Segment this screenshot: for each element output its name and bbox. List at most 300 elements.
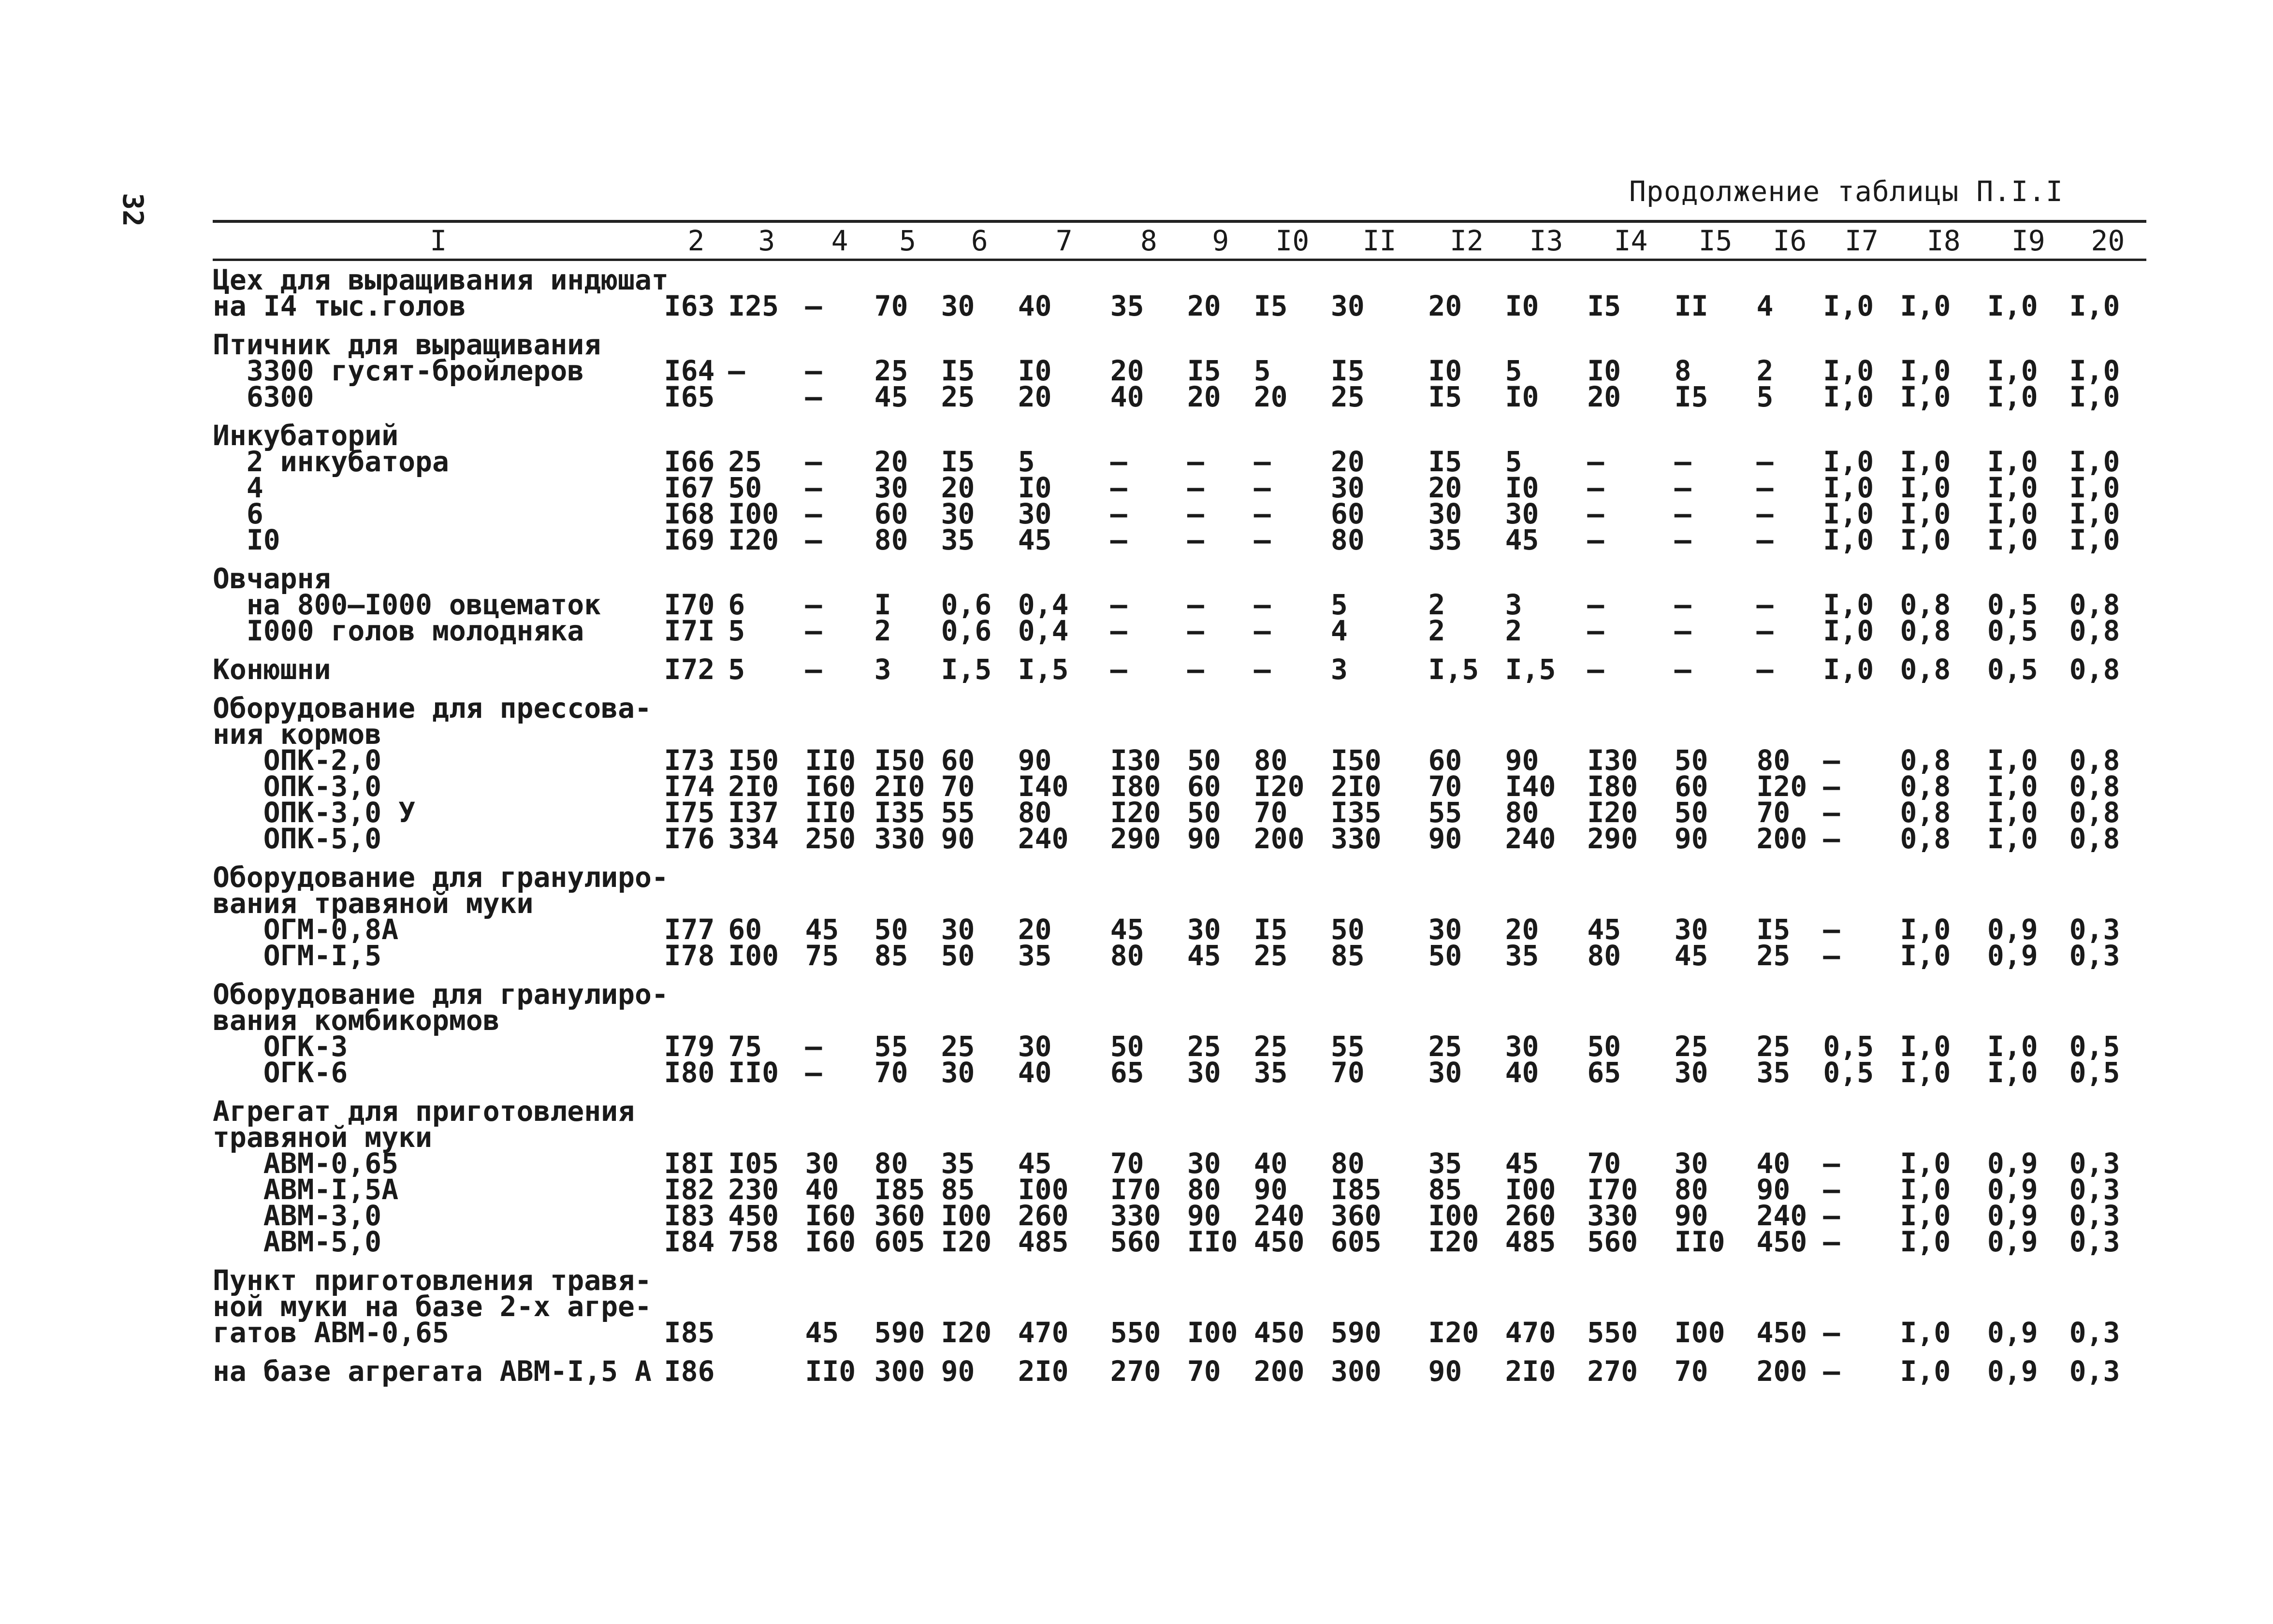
value-cell (941, 1255, 1018, 1349)
value: – (805, 1056, 822, 1089)
value-cell (2069, 410, 2146, 556)
value: 2 (1428, 614, 1445, 647)
value-cell (1253, 644, 1331, 686)
value: 450 (1756, 1316, 1807, 1349)
value: 80 (1505, 796, 1539, 829)
row-label (213, 410, 664, 556)
value-cell (941, 644, 1018, 686)
row-label-line: Пункт приготовления травя- (213, 1264, 652, 1297)
value: 70 (1110, 1147, 1144, 1180)
value: 90 (1674, 1199, 1708, 1232)
value: – (1823, 1225, 1840, 1258)
value: I00 (1505, 1173, 1556, 1206)
value-cell (1900, 553, 1987, 647)
value-cell (1253, 969, 1331, 1089)
value: I,0 (1900, 1199, 1951, 1232)
value: 30 (1505, 497, 1539, 530)
value-cell (728, 1086, 805, 1258)
value: 90 (1187, 822, 1221, 855)
value: 40 (805, 1173, 839, 1206)
value: 0,8 (2069, 588, 2120, 621)
value: I00 (728, 939, 779, 972)
value: I7I (664, 614, 715, 647)
value-cell (664, 1346, 729, 1388)
row-label-line: 4 (213, 471, 263, 504)
value: 55 (874, 1030, 908, 1063)
row-label-line: I000 голов молодняка (213, 614, 584, 647)
value-cell (664, 1086, 729, 1258)
value-cell (664, 852, 729, 972)
value-cell (1674, 553, 1757, 647)
value-cell (1987, 969, 2069, 1089)
row-label (213, 1255, 664, 1349)
row-label-line: ОГМ-I,5 (213, 939, 382, 972)
value: I,0 (1900, 1316, 1951, 1349)
row-label-line: Инкубаторий (213, 419, 399, 452)
value: 605 (1330, 1225, 1382, 1258)
value: 30 (1674, 1147, 1708, 1180)
value: I20 (1587, 796, 1638, 829)
value: I86 (664, 1355, 715, 1388)
value-cell (664, 319, 729, 413)
value: I05 (728, 1147, 779, 1180)
row-label-line: Оборудование для прессова- (213, 692, 652, 725)
value-cell (1330, 644, 1428, 686)
value: I66 (664, 445, 715, 478)
value: 2 (1428, 588, 1445, 621)
value-cell (1330, 553, 1428, 647)
value-cell (1587, 319, 1674, 413)
value: 55 (941, 796, 975, 829)
value-cell (941, 319, 1018, 413)
value-cell (1900, 1255, 1987, 1349)
value: I74 (664, 770, 715, 803)
value: 590 (1330, 1316, 1382, 1349)
column-header: I7 (1845, 224, 1879, 257)
value: I,0 (1823, 588, 1874, 621)
value: 270 (1110, 1355, 1161, 1388)
value: 40 (1253, 1147, 1288, 1180)
value-cell (1823, 553, 1900, 647)
value: I80 (664, 1056, 715, 1089)
value: 550 (1110, 1316, 1161, 1349)
value: 290 (1110, 822, 1161, 855)
value: – (1587, 471, 1604, 504)
row-label-line: вания травяной муки (213, 887, 534, 920)
value: I25 (728, 290, 779, 322)
value: I,0 (1900, 1030, 1951, 1063)
value: 0,3 (2069, 1355, 2120, 1388)
value: 90 (941, 822, 975, 855)
value-cell (941, 1346, 1018, 1388)
row-label-line: ния кормов (213, 718, 382, 751)
value: I,0 (1900, 1173, 1951, 1206)
row-label-line: ОГМ-0,8А (213, 913, 399, 946)
value-cell (1987, 257, 2069, 322)
value: 334 (728, 822, 779, 855)
value: 50 (1110, 1030, 1144, 1063)
value: 85 (874, 939, 908, 972)
value: I,0 (1900, 471, 1951, 504)
value: I80 (1587, 770, 1638, 803)
value: 290 (1587, 822, 1638, 855)
value: 0,5 (1823, 1030, 1874, 1063)
column-header: 20 (2091, 224, 2125, 257)
value-cell (2069, 319, 2146, 413)
value-cell (1018, 969, 1110, 1089)
value: I5 (1756, 913, 1791, 946)
row-label-line: Цех для выращивания индюшат (213, 263, 669, 296)
value: 70 (1428, 770, 1462, 803)
value: I00 (1018, 1173, 1069, 1206)
value (728, 1358, 805, 1384)
value-cell (2069, 682, 2146, 855)
value: I,0 (1987, 380, 2038, 413)
value: – (1823, 770, 1840, 803)
value: I,0 (1900, 523, 1951, 556)
value: 25 (941, 1030, 975, 1063)
table-row (213, 644, 2146, 682)
value: 40 (1756, 1147, 1791, 1180)
value: I20 (1428, 1225, 1479, 1258)
value: I,0 (1987, 796, 2038, 829)
value: I0 (1428, 354, 1462, 387)
value-cell (1900, 682, 1987, 855)
value-cell (1018, 1346, 1110, 1388)
column-header: 5 (899, 224, 917, 257)
value: 25 (1756, 939, 1791, 972)
value: – (1823, 1199, 1840, 1232)
row-label-line: на I4 тыс.голов (213, 290, 466, 322)
value: 450 (1253, 1316, 1305, 1349)
value-cell (1674, 852, 1757, 972)
value: I,0 (2069, 290, 2120, 322)
page-number: 32 (116, 193, 149, 227)
value: 5 (1253, 354, 1271, 387)
value: I84 (664, 1225, 715, 1258)
value: 0,5 (1987, 614, 2038, 647)
value: 45 (1505, 523, 1539, 556)
value: 4 (1330, 614, 1348, 647)
value-cell (1674, 257, 1757, 322)
value-cell (1505, 1255, 1588, 1349)
value: 758 (728, 1225, 779, 1258)
value: 70 (874, 290, 908, 322)
value: 35 (1110, 290, 1144, 322)
value: 2I0 (1018, 1355, 1069, 1388)
value: 60 (728, 913, 762, 946)
table-row (213, 852, 2146, 969)
value: 25 (941, 380, 975, 413)
value: I00 (941, 1199, 992, 1232)
value: 0,8 (1900, 796, 1951, 829)
value: – (1756, 471, 1774, 504)
value: 80 (1330, 523, 1365, 556)
value: 250 (805, 822, 856, 855)
value: 360 (1330, 1199, 1382, 1232)
value-cell (1823, 644, 1900, 686)
value: I64 (664, 354, 715, 387)
value: 35 (1756, 1056, 1791, 1089)
value: – (1187, 497, 1204, 530)
value: II0 (805, 744, 856, 777)
value: I72 (664, 653, 715, 686)
value: 240 (1505, 822, 1556, 855)
value-cell (1587, 644, 1674, 686)
value: – (1674, 445, 1691, 478)
value: 260 (1505, 1199, 1556, 1232)
value: – (1110, 614, 1127, 647)
value: 90 (1505, 744, 1539, 777)
value: 90 (1428, 822, 1462, 855)
value: 0,8 (2069, 770, 2120, 803)
value-cell (1756, 682, 1823, 855)
value: I,0 (2069, 445, 2120, 478)
value: I80 (1110, 770, 1161, 803)
value: 60 (1674, 770, 1708, 803)
value: 5 (1018, 445, 1035, 478)
value: I65 (664, 380, 715, 413)
value-cell (1587, 969, 1674, 1089)
value: 485 (1505, 1225, 1556, 1258)
value: – (805, 497, 822, 530)
value: 2I0 (1330, 770, 1382, 803)
value: – (1587, 588, 1604, 621)
value-cell (1253, 852, 1331, 972)
value: – (1587, 445, 1604, 478)
value: 60 (1330, 497, 1365, 530)
value: 30 (1187, 913, 1221, 946)
value: 70 (874, 1056, 908, 1089)
column-header: I0 (1275, 224, 1310, 257)
value: I,0 (1900, 290, 1951, 322)
value-cell (728, 969, 805, 1089)
value-cell (1428, 410, 1505, 556)
row-label-line: ной муки на базе 2-х агре- (213, 1290, 652, 1323)
value: 45 (1674, 939, 1708, 972)
value-cell (1987, 410, 2069, 556)
value: 70 (1187, 1355, 1221, 1388)
value-cell (1987, 1086, 2069, 1258)
value-cell (874, 410, 941, 556)
value: 80 (1187, 1173, 1221, 1206)
column-header: I6 (1773, 224, 1807, 257)
value: 0,6 (941, 588, 992, 621)
value: 25 (1674, 1030, 1708, 1063)
value: 35 (941, 523, 975, 556)
value: 45 (805, 1316, 839, 1349)
value: 80 (1253, 744, 1288, 777)
value: I79 (664, 1030, 715, 1063)
value: 485 (1018, 1225, 1069, 1258)
value: 55 (1428, 796, 1462, 829)
value: I00 (1428, 1199, 1479, 1232)
value-cell (1428, 644, 1505, 686)
value: 0,9 (1987, 1225, 2038, 1258)
value-cell (728, 1346, 805, 1384)
value: I,0 (1900, 497, 1951, 530)
value: I73 (664, 744, 715, 777)
value-cell (664, 257, 729, 322)
value: I,5 (941, 653, 992, 686)
value-cell (874, 682, 941, 855)
value: 30 (1330, 290, 1365, 322)
value: I37 (728, 796, 779, 829)
value-cell (2069, 852, 2146, 972)
value: 25 (1187, 1030, 1221, 1063)
value: – (1187, 588, 1204, 621)
column-header: II (1362, 224, 1397, 257)
value-cell (805, 852, 874, 972)
value: 80 (1330, 1147, 1365, 1180)
value: – (1756, 445, 1774, 478)
value: 0,3 (2069, 1199, 2120, 1232)
value: 4 (1756, 290, 1774, 322)
value: 45 (1018, 523, 1052, 556)
value-cell (664, 682, 729, 855)
value: 20 (1428, 290, 1462, 322)
value-cell (1253, 1346, 1331, 1388)
value: – (1253, 614, 1271, 647)
value-cell (1110, 969, 1187, 1089)
value: I20 (1110, 796, 1161, 829)
value-cell (941, 1086, 1018, 1258)
value: – (1253, 523, 1271, 556)
value-cell (1428, 682, 1505, 855)
value-cell (1330, 1346, 1428, 1388)
value-cell (805, 1086, 874, 1258)
value: – (1756, 614, 1774, 647)
value: 80 (1110, 939, 1144, 972)
value-cell (1187, 1346, 1254, 1388)
value: I5 (1428, 445, 1462, 478)
column-header: 6 (971, 224, 988, 257)
value-cell (1674, 319, 1757, 413)
value: 2I0 (874, 770, 925, 803)
value: I00 (728, 497, 779, 530)
value: 65 (1587, 1056, 1621, 1089)
value: 20 (1110, 354, 1144, 387)
value-cell (1756, 257, 1823, 322)
value: – (1823, 796, 1840, 829)
value: 70 (1756, 796, 1791, 829)
value: I83 (664, 1199, 715, 1232)
value: 450 (728, 1199, 779, 1232)
value: 560 (1110, 1225, 1161, 1258)
row-label-line: ОГК-3 (213, 1030, 348, 1063)
value-cell (1823, 1255, 1900, 1349)
value: 20 (1187, 290, 1221, 322)
value: I0 (1587, 354, 1621, 387)
value: I00 (1187, 1316, 1238, 1349)
value: 0,3 (2069, 913, 2120, 946)
value: 6 (728, 588, 745, 621)
value-cell (1110, 644, 1187, 686)
value: 0,4 (1018, 588, 1069, 621)
value-cell (1987, 852, 2069, 972)
value: 70 (1330, 1056, 1365, 1089)
value: 200 (1253, 1355, 1305, 1388)
value: 3 (1330, 653, 1348, 686)
value: 330 (1110, 1199, 1161, 1232)
value: I5 (1587, 290, 1621, 322)
value-cell (1330, 410, 1428, 556)
value: 360 (874, 1199, 925, 1232)
value: – (1110, 523, 1127, 556)
value: 85 (941, 1173, 975, 1206)
value: 40 (1018, 1056, 1052, 1089)
column-header: I2 (1450, 224, 1484, 257)
value: 0,8 (1900, 744, 1951, 777)
value: 300 (874, 1355, 925, 1388)
value: I40 (1018, 770, 1069, 803)
value-cell (1253, 319, 1331, 413)
value: – (1110, 653, 1127, 686)
value: 0,3 (2069, 1225, 2120, 1258)
value-cell (1987, 1346, 2069, 1388)
value: I,0 (1900, 913, 1951, 946)
value: 90 (1674, 822, 1708, 855)
value: I68 (664, 497, 715, 530)
value: 0,9 (1987, 1173, 2038, 1206)
value-cell (1505, 553, 1588, 647)
value: 3 (874, 653, 891, 686)
value: I0 (1505, 471, 1539, 504)
value: 2 (1505, 614, 1522, 647)
value: 30 (941, 290, 975, 322)
value-cell (1187, 852, 1254, 972)
value-cell (805, 1255, 874, 1349)
row-label (213, 1346, 664, 1388)
value-cell (1505, 1346, 1588, 1388)
value: 0,8 (1900, 822, 1951, 855)
value: I20 (941, 1316, 992, 1349)
value-cell (728, 410, 805, 556)
row-label-line: 3300 гусят-бройлеров (213, 354, 584, 387)
value-cell (1505, 1086, 1588, 1258)
value-cell (1187, 553, 1254, 647)
value: 30 (1330, 471, 1365, 504)
value: 50 (1674, 796, 1708, 829)
value-cell (1253, 553, 1331, 647)
value: I60 (805, 770, 856, 803)
value-cell (941, 410, 1018, 556)
value: – (1823, 1147, 1840, 1180)
value: 30 (941, 1056, 975, 1089)
value-cell (1823, 1346, 1900, 1388)
value-cell (664, 1255, 729, 1349)
value: I50 (728, 744, 779, 777)
value: 80 (1587, 939, 1621, 972)
row-label-line: ОПК-3,0 (213, 770, 382, 803)
value: I5 (1253, 913, 1288, 946)
value-cell (1330, 969, 1428, 1089)
value: – (805, 523, 822, 556)
value: II0 (805, 796, 856, 829)
value-cell (1187, 682, 1254, 855)
value-cell (1587, 553, 1674, 647)
value: I,0 (1987, 471, 2038, 504)
value-cell (1756, 319, 1823, 413)
value: 5 (728, 653, 745, 686)
value-cell (728, 553, 805, 647)
value-cell (1674, 1346, 1757, 1388)
value: I40 (1505, 770, 1556, 803)
value-cell (2069, 553, 2146, 647)
value: 90 (1018, 744, 1052, 777)
value: I60 (805, 1199, 856, 1232)
value: I,0 (1900, 1056, 1951, 1089)
